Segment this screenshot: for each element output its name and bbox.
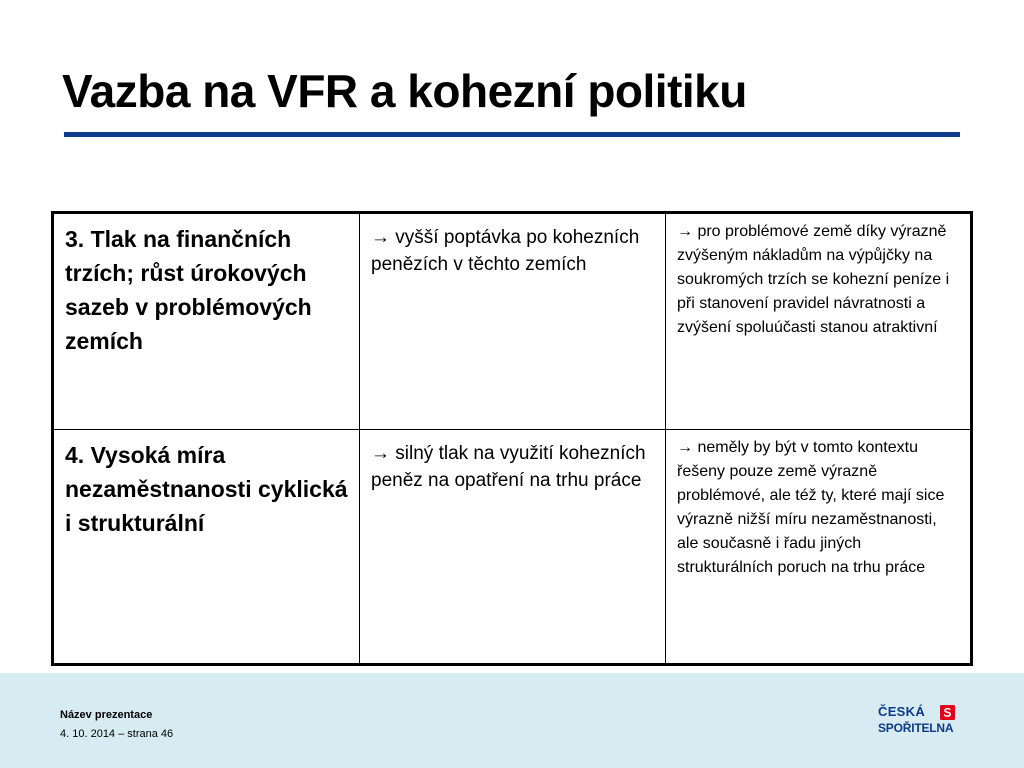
logo-text-line1: ČESKÁ xyxy=(878,704,926,719)
content-table xyxy=(53,213,971,664)
table-cell-category: 4. Vysoká míra nezaměstnanosti cyklická i strukturální xyxy=(54,430,360,664)
table-row xyxy=(54,214,971,430)
bank-logo xyxy=(878,704,958,738)
table-cell-comment: → neměly by být v tomto kontextu řešeny pouze země výrazně problémové, ale též ty, které mají sice výrazně nižší míru nezaměstnanosti, ale současně i řadu jiných strukturálních poruch na trhu práce xyxy=(666,430,971,664)
table-cell-category: 3. Tlak na finančních trzích; růst úrokových sazeb v problémových zemích xyxy=(54,214,360,430)
logo-text-line2: SPOŘITELNA xyxy=(878,721,954,735)
table-cell-comment: → pro problémové země díky výrazně zvýšeným nákladům na výpůjčky na soukromých trzích se kohezní peníze i při stanovení pravidel návratnosti a zvýšení spoluúčasti stanou atraktivní xyxy=(666,214,971,430)
presentation-name: Název prezentace xyxy=(60,709,153,721)
content-table-container xyxy=(51,211,973,666)
date-and-page: 4. 10. 2014 – strana 46 xyxy=(60,728,174,740)
table-cell-impact: → silný tlak na využití kohezních peněz na opatření na trhu práce xyxy=(360,430,666,664)
footer-band xyxy=(0,673,1024,768)
page-title: Vazba na VFR a kohezní politiku xyxy=(62,65,747,117)
title-divider xyxy=(64,132,960,137)
ceska-sporitelna-s-icon xyxy=(940,705,955,720)
table-cell-impact: → vyšší poptávka po kohezních penězích v těchto zemích xyxy=(360,214,666,430)
table-row xyxy=(54,430,971,664)
